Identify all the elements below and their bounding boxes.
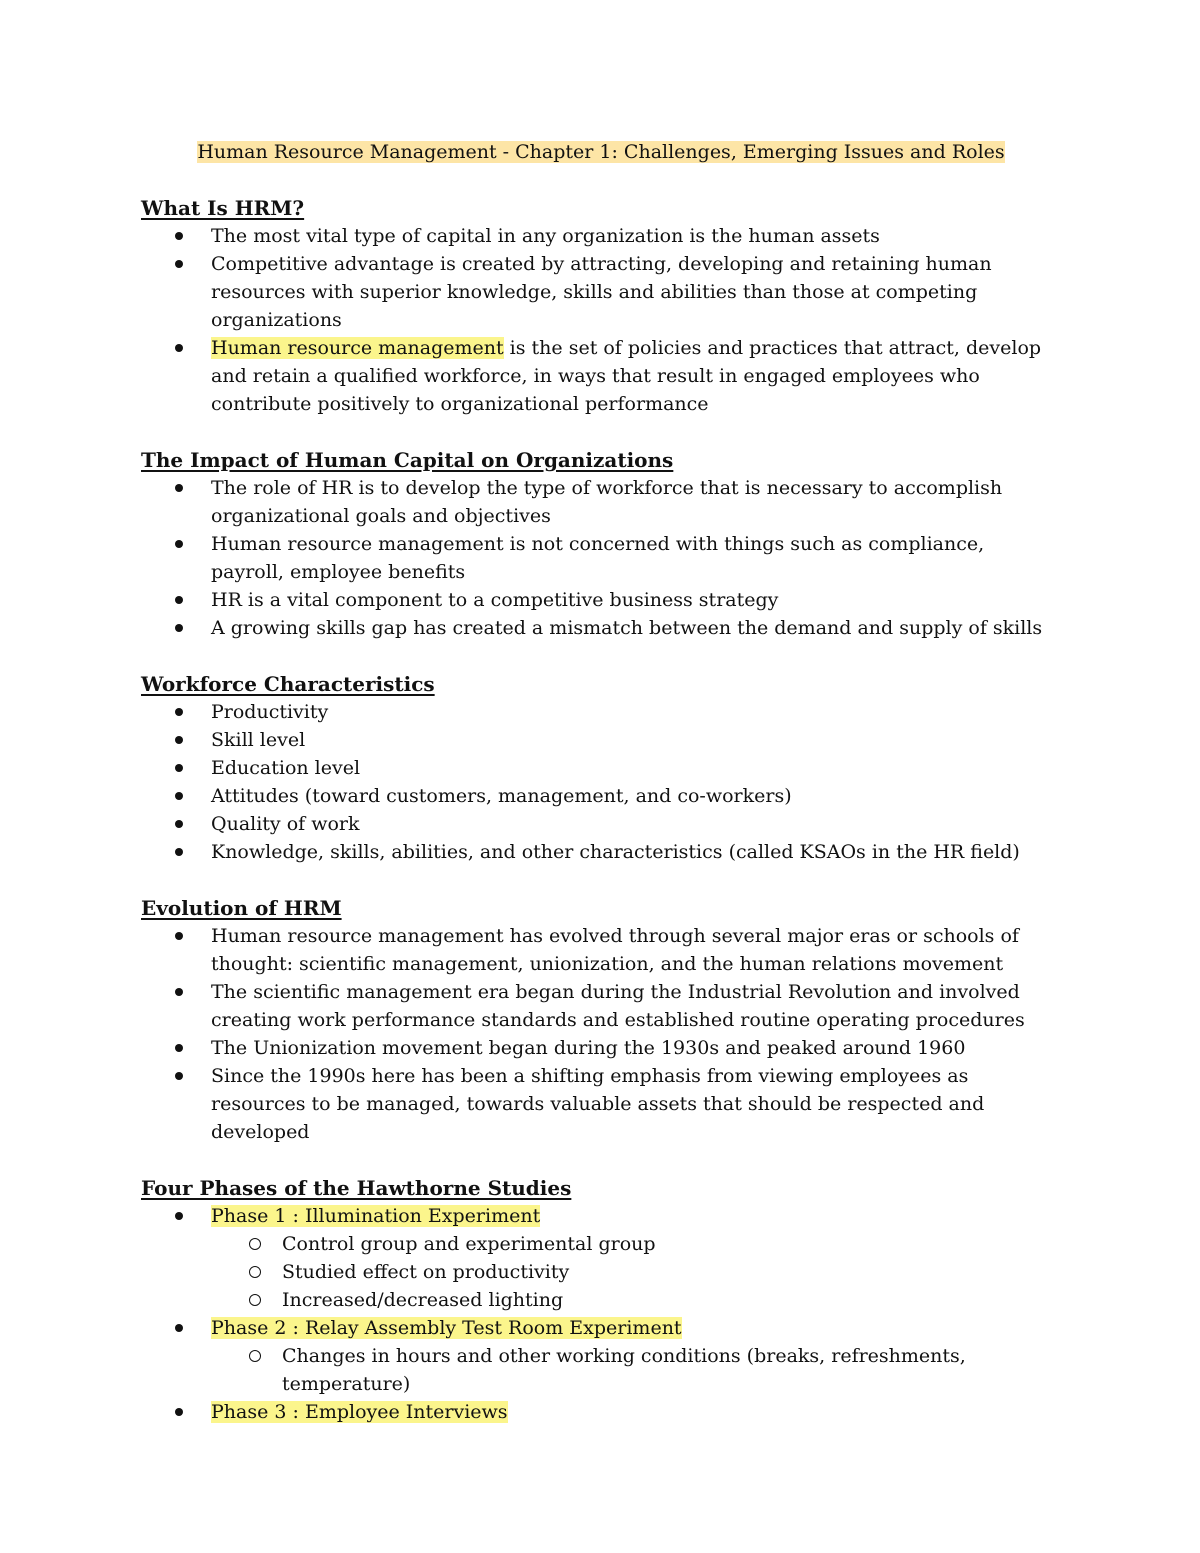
list-item [141, 474, 1061, 530]
section-heading: The Impact of Human Capital on Organizations [141, 448, 674, 472]
phase-title: Phase 1 : Illumination Experiment [211, 1205, 541, 1227]
sub-list-item-text: Changes in hours and other working conditions (breaks, refreshments, temperature) [282, 1345, 966, 1395]
list-item [141, 978, 1061, 1034]
list-item-text: Education level [211, 757, 361, 779]
list-item [141, 222, 1061, 250]
document-page [141, 138, 1061, 1454]
bullet-icon [175, 736, 183, 744]
list-item-text: The most vital type of capital in any organization is the human assets [211, 225, 880, 247]
bullet-icon [175, 540, 183, 548]
list-item-text: The role of HR is to develop the type of workforce that is necessary to accomplish organizational goals and objectives [211, 477, 1003, 527]
sub-list-item [211, 1230, 1061, 1258]
bullet-icon [175, 1324, 183, 1332]
document-title [141, 138, 1061, 166]
list-item [141, 810, 1061, 838]
section-heading: Four Phases of the Hawthorne Studies [141, 1176, 572, 1200]
list-item [141, 726, 1061, 754]
list-item-text: Skill level [211, 729, 306, 751]
sub-list-item-text: Increased/decreased lighting [282, 1289, 564, 1311]
section-evolution-of-hrm [141, 894, 1061, 1146]
bullet-list [141, 698, 1061, 866]
list-item-text: HR is a vital component to a competitive business strategy [211, 589, 779, 611]
phase-title: Phase 3 : Employee Interviews [211, 1401, 508, 1423]
list-item [141, 250, 1061, 334]
highlighted-term: Human resource management [211, 337, 504, 359]
list-item [141, 334, 1061, 418]
phase-title: Phase 2 : Relay Assembly Test Room Experiment [211, 1317, 682, 1339]
list-item [141, 1398, 1061, 1426]
section-heading: Workforce Characteristics [141, 672, 435, 696]
list-item [141, 586, 1061, 614]
bullet-icon [175, 596, 183, 604]
circle-bullet-icon [249, 1238, 261, 1250]
list-item [141, 922, 1061, 978]
circle-bullet-icon [249, 1350, 261, 1362]
bullet-icon [175, 232, 183, 240]
bullet-icon [175, 848, 183, 856]
sub-list-item [211, 1286, 1061, 1314]
bullet-icon [175, 624, 183, 632]
sub-list-item [211, 1258, 1061, 1286]
list-item [141, 698, 1061, 726]
document-title-text: Human Resource Management - Chapter 1: Challenges, Emerging Issues and Roles [197, 141, 1005, 163]
bullet-list [141, 474, 1061, 642]
sub-list-item [211, 1342, 1061, 1398]
section-what-is-hrm [141, 194, 1061, 418]
bullet-icon [175, 988, 183, 996]
list-item [141, 614, 1061, 642]
bullet-icon [175, 932, 183, 940]
bullet-icon [175, 1408, 183, 1416]
bullet-list [141, 922, 1061, 1146]
circle-bullet-icon [249, 1294, 261, 1306]
bullet-icon [175, 1072, 183, 1080]
circle-bullet-icon [249, 1266, 261, 1278]
list-item-text: Human resource management is not concerned with things such as compliance, payroll, employee benefits [211, 533, 985, 583]
bullet-icon [175, 1212, 183, 1220]
sub-bullet-list [211, 1230, 1061, 1314]
list-item [141, 1202, 1061, 1314]
section-heading: What Is HRM? [141, 196, 305, 220]
sub-list-item-text: Control group and experimental group [282, 1233, 656, 1255]
bullet-icon [175, 708, 183, 716]
list-item-text: Human resource management has evolved through several major eras or schools of thought: scientific management, unionization, and the human relations movement [211, 925, 1019, 975]
bullet-icon [175, 344, 183, 352]
bullet-icon [175, 1044, 183, 1052]
list-item [141, 838, 1061, 866]
bullet-list [141, 222, 1061, 418]
list-item-text: The Unionization movement began during the 1930s and peaked around 1960 [211, 1037, 966, 1059]
list-item-text: Attitudes (toward customers, management, and co-workers) [211, 785, 792, 807]
section-hawthorne-studies [141, 1174, 1061, 1426]
bullet-icon [175, 260, 183, 268]
list-item-text: A growing skills gap has created a mismatch between the demand and supply of skills [211, 617, 1043, 639]
bullet-list [141, 1202, 1061, 1426]
bullet-icon [175, 820, 183, 828]
list-item-text: Productivity [211, 701, 329, 723]
section-impact-of-human-capital [141, 446, 1061, 642]
list-item [141, 1314, 1061, 1398]
list-item [141, 1034, 1061, 1062]
list-item-text: Since the 1990s here has been a shifting emphasis from viewing employees as resources to be managed, towards valuable assets that should be respected and developed [211, 1065, 985, 1143]
list-item-text: Competitive advantage is created by attracting, developing and retaining human resources with superior knowledge, skills and abilities than those at competing organizations [211, 253, 992, 331]
section-heading: Evolution of HRM [141, 896, 342, 920]
sub-bullet-list [211, 1342, 1061, 1398]
list-item-text: is the set of policies and practices that attract, develop and retain a qualified workforce, in ways that result in engaged employees who contribute positively to organizational performance [211, 337, 1042, 415]
list-item [141, 754, 1061, 782]
bullet-icon [175, 484, 183, 492]
list-item-text: Knowledge, skills, abilities, and other characteristics (called KSAOs in the HR field) [211, 841, 1020, 863]
list-item [141, 1062, 1061, 1146]
list-item [141, 530, 1061, 586]
list-item [141, 782, 1061, 810]
bullet-icon [175, 764, 183, 772]
section-workforce-characteristics [141, 670, 1061, 866]
list-item-text: The scientific management era began during the Industrial Revolution and involved creating work performance standards and established routine operating procedures [211, 981, 1025, 1031]
list-item-text: Quality of work [211, 813, 360, 835]
sub-list-item-text: Studied effect on productivity [282, 1261, 570, 1283]
bullet-icon [175, 792, 183, 800]
